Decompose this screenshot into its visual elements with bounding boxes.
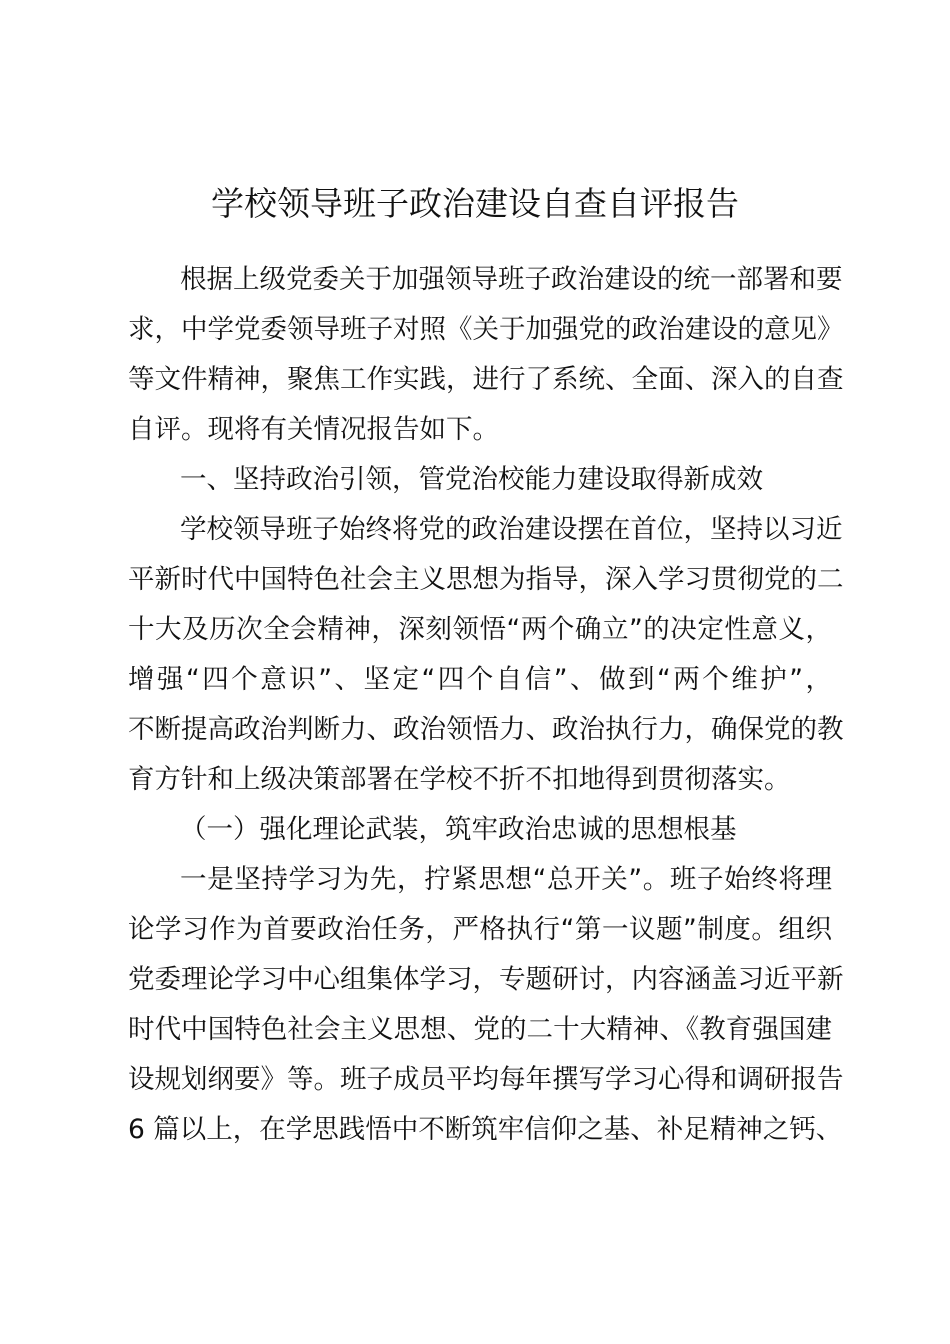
text-line: 十大及历次全会精神，深刻领悟“两个确立”的决定性意义， — [128, 614, 832, 645]
subsection-heading: （一）强化理论武装，筑牢政治忠诚的思想根基 — [180, 814, 737, 845]
text-line: 育方针和上级决策部署在学校不折不扣地得到贯彻落实。 — [128, 764, 791, 795]
text-line: 自评。现将有关情况报告如下。 — [128, 414, 499, 445]
text-line: 求，中学党委领导班子对照《关于加强党的政治建设的意见》 — [128, 314, 844, 345]
text-line: 根据上级党委关于加强领导班子政治建设的统一部署和要 — [180, 264, 843, 295]
text-line: 学校领导班子始终将党的政治建设摆在首位，坚持以习近 — [180, 514, 843, 545]
text-line: 平新时代中国特色社会主义思想为指导，深入学习贯彻党的二 — [128, 564, 844, 595]
text-line: 论学习作为首要政治任务，严格执行“第一议题”制度。组织 — [128, 914, 832, 945]
text-line: 党委理论学习中心组集体学习，专题研讨，内容涵盖习近平新 — [128, 964, 844, 995]
text-line: 时代中国特色社会主义思想、党的二十大精神、《教育强国建 — [128, 1014, 832, 1045]
text-line: 6 篇以上，在学思践悟中不断筑牢信仰之基、补足精神之钙、 — [128, 1114, 843, 1145]
text-line: 增强“四个意识”、坚定“四个自信”、做到“两个维护”， — [128, 664, 832, 695]
text-line: 等文件精神，聚焦工作实践，进行了系统、全面、深入的自查 — [128, 364, 844, 395]
document-title: 学校领导班子政治建设自查自评报告 — [211, 184, 739, 223]
text-line: 设规划纲要》等。班子成员平均每年撰写学习心得和调研报告 — [128, 1064, 844, 1095]
text-line: 不断提高政治判断力、政治领悟力、政治执行力，确保党的教 — [128, 714, 844, 745]
text-line: 一是坚持学习为先，拧紧思想“总开关”。班子始终将理 — [180, 864, 832, 895]
section-heading: 一、坚持政治引领，管党治校能力建设取得新成效 — [180, 464, 763, 495]
